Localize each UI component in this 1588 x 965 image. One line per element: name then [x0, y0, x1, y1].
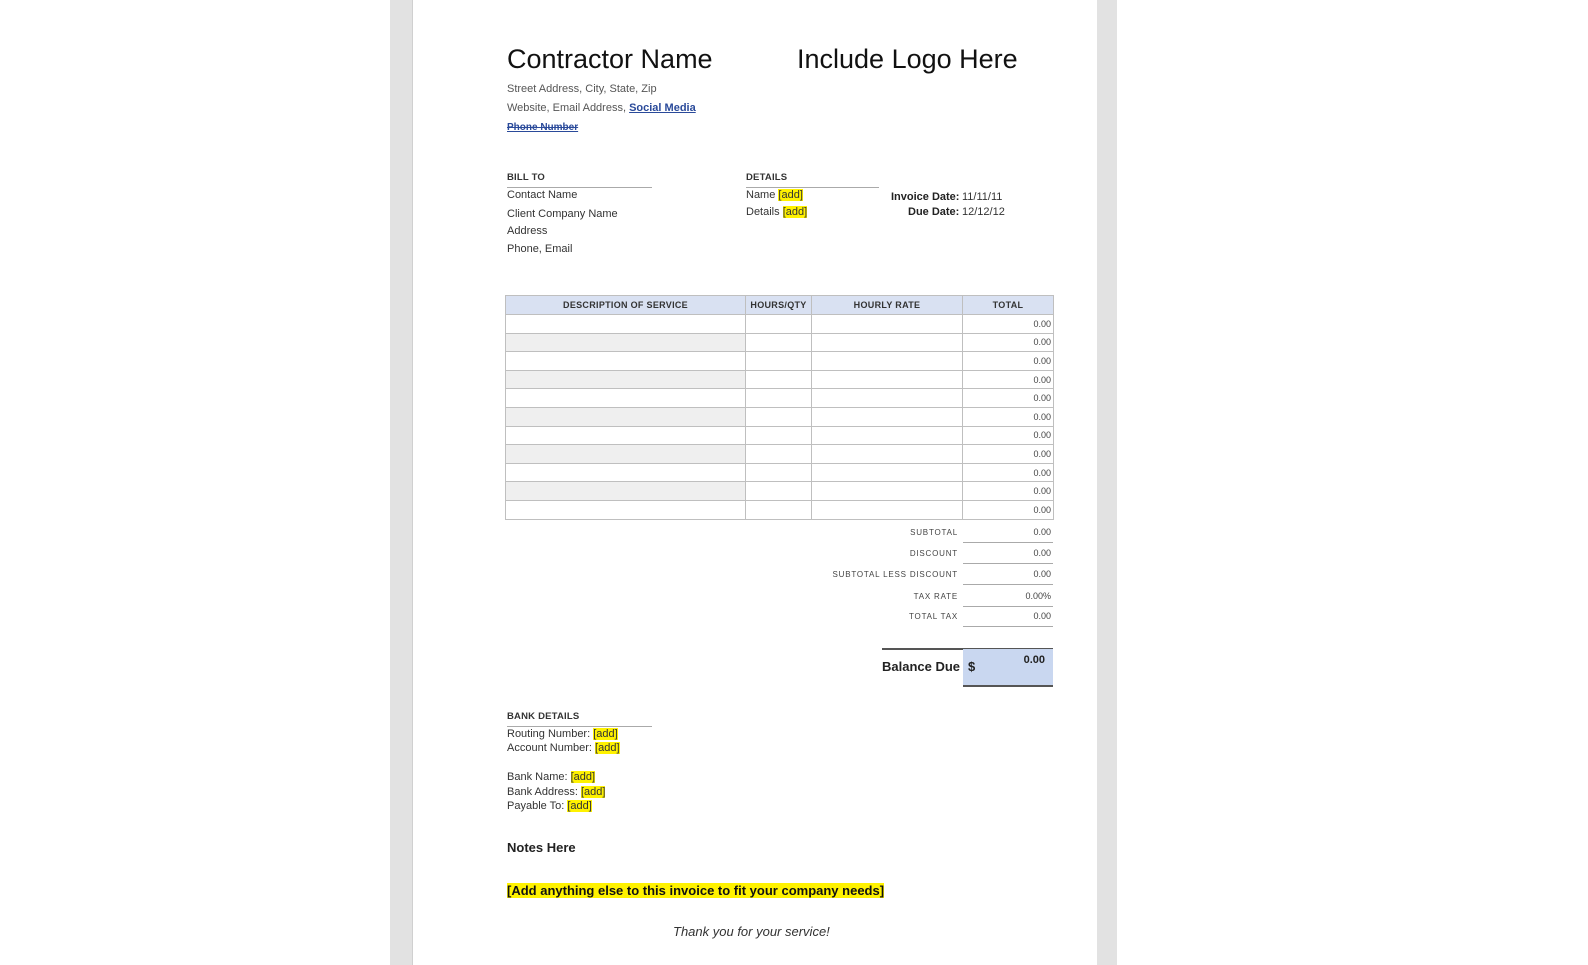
rate-cell[interactable] [812, 426, 963, 445]
details-name-add[interactable]: [add] [778, 189, 803, 201]
logo-placeholder: Include Logo Here [797, 44, 1018, 74]
thank-you-message: Thank you for your service! [673, 924, 830, 939]
qty-cell[interactable] [746, 315, 812, 334]
table-row [506, 370, 1054, 389]
qty-cell[interactable] [746, 500, 812, 519]
discount-rule [963, 563, 1053, 564]
qty-cell[interactable] [746, 389, 812, 408]
table-row [506, 315, 1054, 334]
subtotal-less-discount-value: 0.00 [1033, 569, 1051, 579]
social-media-link[interactable]: Social Media [629, 102, 696, 114]
rate-cell[interactable] [812, 500, 963, 519]
total-tax-label: TOTAL TAX [909, 612, 958, 621]
contact-line-prefix: Website, Email Address, [507, 102, 627, 114]
qty-cell[interactable] [746, 333, 812, 352]
total-cell: 0.00 [963, 445, 1054, 464]
bank-name-label: Bank Name: [507, 771, 568, 783]
due-date-value: 12/12/12 [962, 206, 1005, 218]
description-cell[interactable] [506, 463, 746, 482]
total-cell: 0.00 [963, 315, 1054, 334]
rate-cell[interactable] [812, 315, 963, 334]
discount-label: DISCOUNT [909, 549, 958, 558]
bill-to-divider [507, 187, 652, 188]
address-line: Street Address, City, State, Zip [507, 83, 657, 95]
table-row [506, 445, 1054, 464]
bank-details-heading: BANK DETAILS [507, 711, 580, 722]
bank-name-add[interactable]: [add] [570, 771, 596, 783]
routing-number-row [507, 728, 618, 740]
table-row [506, 500, 1054, 519]
table-row [506, 426, 1054, 445]
description-cell[interactable] [506, 426, 746, 445]
routing-number-add[interactable]: [add] [593, 728, 618, 740]
details-details-label: Details [746, 206, 780, 218]
description-cell[interactable] [506, 407, 746, 426]
qty-cell[interactable] [746, 370, 812, 389]
total-cell: 0.00 [963, 482, 1054, 501]
rate-cell[interactable] [812, 463, 963, 482]
details-name-label: Name [746, 189, 776, 201]
currency-symbol: $ [968, 659, 976, 674]
payable-to-add[interactable]: [add] [567, 800, 592, 812]
table-row [506, 352, 1054, 371]
account-number-label: Account Number: [507, 742, 592, 754]
total-cell: 0.00 [963, 426, 1054, 445]
subtotal-label: SUBTOTAL [910, 528, 958, 537]
rate-cell[interactable] [812, 407, 963, 426]
rate-cell[interactable] [812, 352, 963, 371]
page-gutter-left [390, 0, 412, 965]
details-details-add[interactable]: [add] [782, 206, 808, 218]
tax-rate-rule [963, 606, 1053, 607]
rate-cell[interactable] [812, 482, 963, 501]
payable-to-label: Payable To: [507, 800, 565, 812]
rate-cell[interactable] [812, 333, 963, 352]
table-row [506, 482, 1054, 501]
description-cell[interactable] [506, 445, 746, 464]
table-row [506, 389, 1054, 408]
table-row [506, 407, 1054, 426]
table-row [506, 463, 1054, 482]
account-number-add[interactable]: [add] [595, 742, 620, 754]
discount-value[interactable]: 0.00 [1033, 548, 1051, 558]
total-cell: 0.00 [963, 463, 1054, 482]
page-gutter-right [1097, 0, 1117, 965]
qty-cell[interactable] [746, 463, 812, 482]
tax-rate-label: TAX RATE [913, 592, 958, 601]
total-tax-value: 0.00 [1033, 611, 1051, 621]
description-cell[interactable] [506, 482, 746, 501]
contractor-name: Contractor Name [507, 44, 713, 74]
details-details-row [746, 206, 807, 218]
bank-address-label: Bank Address: [507, 786, 578, 798]
total-cell: 0.00 [963, 352, 1054, 371]
col-hours-qty: HOURS/QTY [746, 296, 812, 315]
rate-cell[interactable] [812, 389, 963, 408]
total-cell: 0.00 [963, 333, 1054, 352]
subtotal-less-discount-label: SUBTOTAL LESS DISCOUNT [832, 570, 958, 579]
account-number-row [507, 742, 620, 754]
description-cell[interactable] [506, 500, 746, 519]
bill-to-company: Client Company Name [507, 208, 618, 220]
description-cell[interactable] [506, 370, 746, 389]
details-divider [746, 187, 879, 188]
bill-to-phone-email: Phone, Email [507, 243, 573, 255]
description-cell[interactable] [506, 315, 746, 334]
tax-rate-value[interactable]: 0.00% [1025, 591, 1051, 601]
payable-to-row [507, 800, 592, 812]
col-hourly-rate: HOURLY RATE [812, 296, 963, 315]
bank-name-row [507, 771, 595, 783]
total-cell: 0.00 [963, 389, 1054, 408]
phone-number-link[interactable]: Phone Number [507, 122, 579, 133]
description-cell[interactable] [506, 352, 746, 371]
table-header-row [506, 296, 1054, 315]
services-table [505, 295, 1054, 520]
qty-cell[interactable] [746, 445, 812, 464]
total-cell: 0.00 [963, 370, 1054, 389]
notes-heading: Notes Here [507, 840, 576, 855]
rate-cell[interactable] [812, 370, 963, 389]
rate-cell[interactable] [812, 445, 963, 464]
qty-cell[interactable] [746, 426, 812, 445]
table-row [506, 333, 1054, 352]
bank-address-row [507, 786, 605, 798]
add-anything-message[interactable]: [Add anything else to this invoice to fit your company needs] [507, 883, 885, 898]
contact-line [507, 102, 696, 114]
description-cell[interactable] [506, 333, 746, 352]
bank-address-add[interactable]: [add] [581, 786, 606, 798]
subtotal-value: 0.00 [1033, 527, 1051, 537]
total-tax-rule [963, 626, 1053, 627]
qty-cell[interactable] [746, 407, 812, 426]
details-heading: DETAILS [746, 172, 788, 183]
total-cell: 0.00 [963, 500, 1054, 519]
invoice-date-label: Invoice Date: [891, 191, 960, 203]
subtotal-rule [963, 542, 1053, 543]
bank-details-divider [507, 726, 652, 727]
bill-to-heading: BILL TO [507, 172, 545, 183]
balance-due-value: 0.00 [1023, 654, 1045, 666]
balance-due-label: Balance Due [882, 659, 961, 674]
total-cell: 0.00 [963, 407, 1054, 426]
qty-cell[interactable] [746, 482, 812, 501]
col-description: DESCRIPTION OF SERVICE [506, 296, 746, 315]
bill-to-contact: Contact Name [507, 189, 578, 201]
description-cell[interactable] [506, 389, 746, 408]
details-name-row [746, 189, 803, 201]
less-discount-rule [963, 584, 1053, 585]
due-date-label: Due Date: [908, 206, 960, 218]
qty-cell[interactable] [746, 352, 812, 371]
routing-number-label: Routing Number: [507, 728, 591, 740]
bill-to-address: Address [507, 225, 548, 237]
invoice-date-value: 11/11/11 [962, 191, 1003, 203]
col-total: TOTAL [963, 296, 1054, 315]
